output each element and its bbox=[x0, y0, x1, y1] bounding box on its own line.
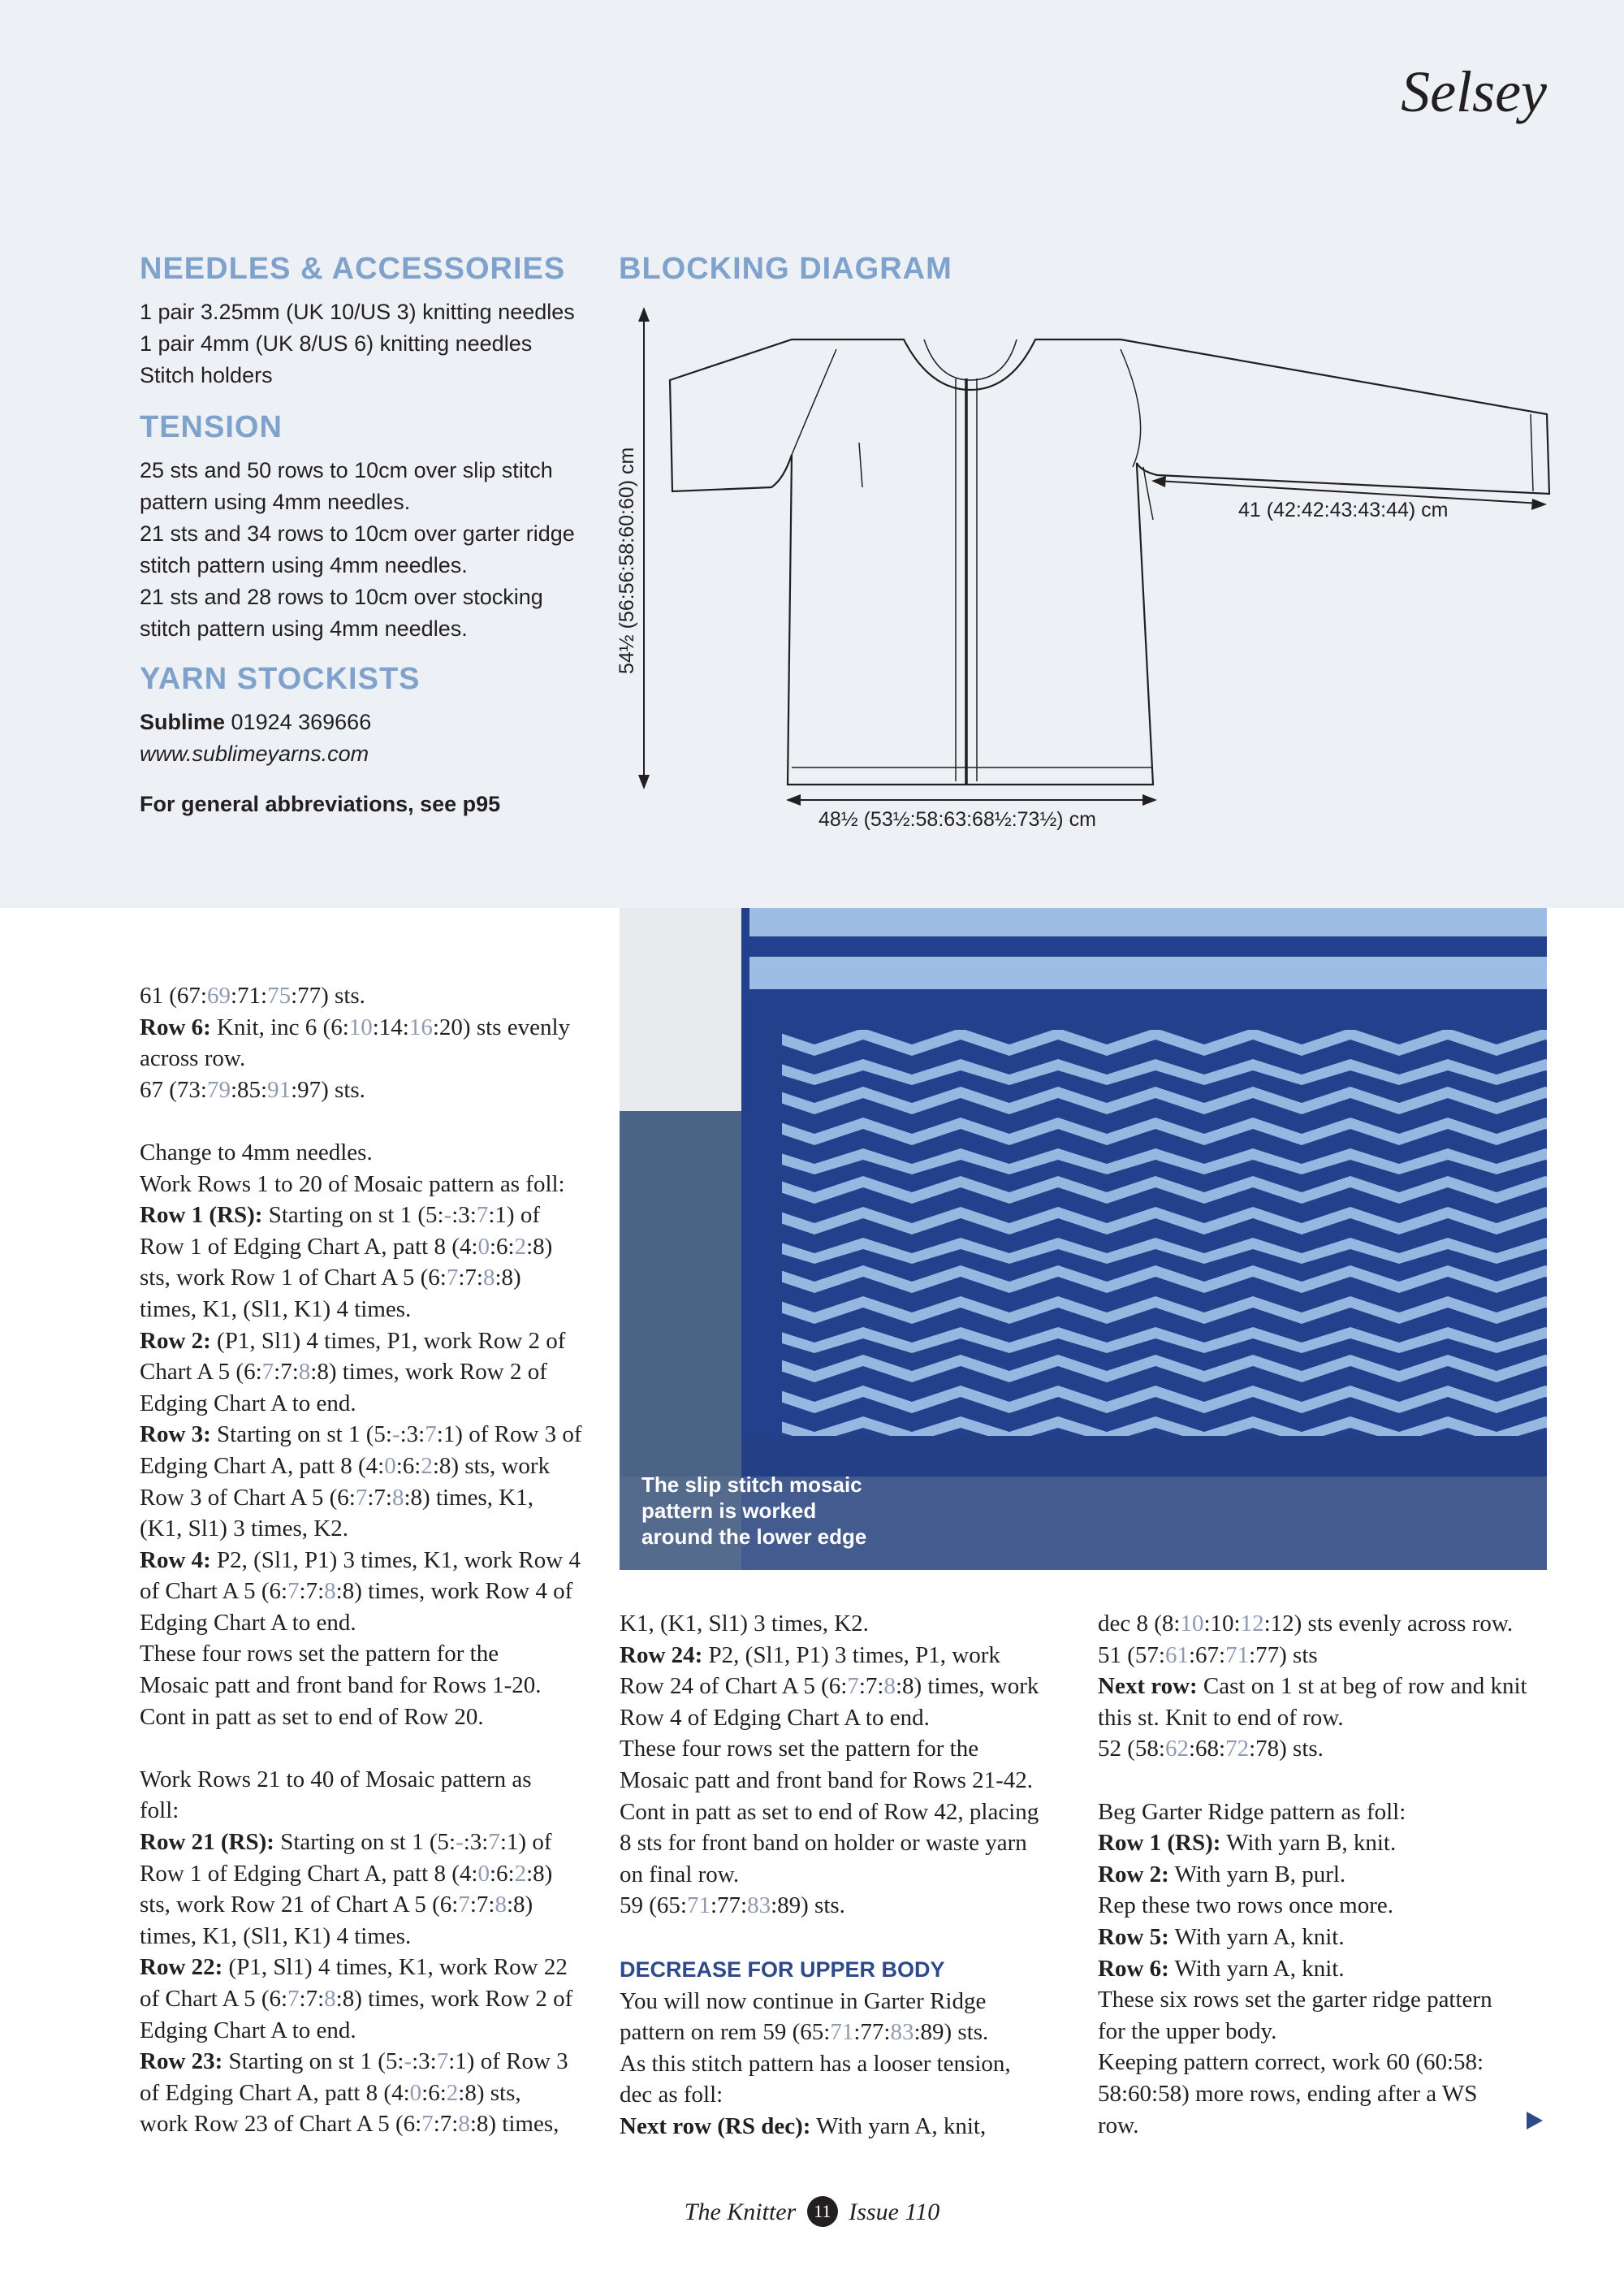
instruction-line: sts, work Row 21 of Chart A 5 (6:7:7:8:8) bbox=[140, 1892, 533, 1918]
needles-line: 1 pair 4mm (UK 8/US 6) knitting needles bbox=[140, 331, 533, 356]
tension-line: pattern using 4mm needles. bbox=[140, 490, 411, 514]
instruction-line: Next row: Cast on 1 st at beg of row and knit bbox=[1098, 1673, 1527, 1700]
instructions-column-1 bbox=[140, 980, 594, 2140]
tension-line: stitch pattern using 4mm needles. bbox=[140, 553, 468, 577]
instruction-line: 51 (57:61:67:71:77) sts bbox=[1098, 1641, 1318, 1668]
instruction-line: 8 sts for front band on holder or waste yarn bbox=[620, 1830, 1027, 1857]
sleeve-label: 41 (42:42:43:43:44) cm bbox=[1238, 499, 1449, 521]
instruction-line: Row 3 of Chart A 5 (6:7:7:8:8) times, K1, bbox=[140, 1484, 533, 1511]
instruction-line: Work Rows 1 to 20 of Mosaic pattern as foll: bbox=[140, 1170, 565, 1197]
yarn-phone: 01924 369666 bbox=[225, 710, 372, 734]
caption-line: around the lower edge bbox=[641, 1524, 867, 1549]
height-label: 54½ (56:56:58:60:60) cm bbox=[615, 447, 638, 674]
instruction-line: Rep these two rows once more. bbox=[1098, 1892, 1394, 1919]
arrowhead bbox=[638, 775, 650, 789]
instruction-line: across row. bbox=[140, 1045, 246, 1072]
arrowhead bbox=[1142, 794, 1157, 806]
instruction-line: 67 (73:79:85:91:97) sts. bbox=[140, 1076, 365, 1103]
arrowhead bbox=[1151, 476, 1166, 487]
armhole-line bbox=[1121, 349, 1141, 467]
needles-line: Stitch holders bbox=[140, 363, 273, 387]
tension-line: stitch pattern using 4mm needles. bbox=[140, 616, 468, 641]
instruction-line: 52 (58:62:68:72:78) sts. bbox=[1098, 1736, 1324, 1762]
instruction-line: K1, (K1, Sl1) 3 times, K2. bbox=[620, 1611, 869, 1637]
arrowhead bbox=[638, 307, 650, 322]
instruction-line: Row 24: P2, (Sl1, P1) 3 times, P1, work bbox=[620, 1641, 1000, 1668]
tension-heading: TENSION bbox=[140, 410, 283, 444]
armhole-line bbox=[792, 349, 836, 455]
instruction-line: 61 (67:69:71:75:77) sts. bbox=[140, 983, 365, 1009]
instruction-line: dec 8 (8:10:10:12:12) sts evenly across row. bbox=[1098, 1611, 1514, 1637]
instruction-line: on final row. bbox=[620, 1861, 740, 1887]
instruction-line: Row 22: (P1, Sl1) 4 times, K1, work Row 22 bbox=[140, 1954, 568, 1981]
tension-line: 21 sts and 28 rows to 10cm over stocking bbox=[140, 585, 543, 609]
instruction-line: Row 2: With yarn B, purl. bbox=[1098, 1861, 1346, 1887]
instruction-line: Edging Chart A to end. bbox=[140, 1390, 356, 1416]
instruction-line: dec as foll: bbox=[620, 2082, 723, 2108]
instruction-line: sts, work Row 1 of Chart A 5 (6:7:7:8:8) bbox=[140, 1265, 521, 1291]
paragraph-gap bbox=[1098, 1765, 1553, 1797]
instruction-line: Row 1 (RS): With yarn B, knit. bbox=[1098, 1830, 1397, 1857]
blocking-diagram bbox=[0, 0, 1624, 908]
width-label: 48½ (53½:58:63:68½:73½) cm bbox=[818, 808, 1096, 831]
instruction-line: times, K1, (Sl1, K1) 4 times. bbox=[140, 1922, 412, 1949]
instruction-line: Row 1 (RS): Starting on st 1 (5:-:3:7:1) of bbox=[140, 1202, 540, 1229]
instruction-line: row. bbox=[1098, 2112, 1139, 2138]
instruction-line: Row 3: Starting on st 1 (5:-:3:7:1) of Row 3 of bbox=[140, 1421, 582, 1448]
cardigan-details bbox=[792, 339, 1533, 781]
instruction-line: for the upper body. bbox=[1098, 2017, 1277, 2044]
page-title: Selsey bbox=[1401, 59, 1547, 124]
arrowhead bbox=[1531, 499, 1547, 510]
arrowhead bbox=[786, 794, 801, 806]
instruction-line: 58:60:58) more rows, ending after a WS bbox=[1098, 2080, 1478, 2107]
instruction-line: Row 2: (P1, Sl1) 4 times, P1, work Row 2 of bbox=[140, 1327, 566, 1354]
instruction-line: of Chart A 5 (6:7:7:8:8) times, work Row 4 of bbox=[140, 1578, 573, 1605]
instruction-line: Chart A 5 (6:7:7:8:8) times, work Row 2 of bbox=[140, 1359, 547, 1386]
needles-heading: NEEDLES & ACCESSORIES bbox=[140, 252, 566, 286]
instruction-line: (K1, Sl1) 3 times, K2. bbox=[140, 1516, 348, 1542]
instruction-line: Row 24 of Chart A 5 (6:7:7:8:8) times, work bbox=[620, 1673, 1039, 1700]
instruction-line: Mosaic patt and front band for Rows 1-20. bbox=[140, 1672, 542, 1699]
instruction-line: Row 23: Starting on st 1 (5:-:3:7:1) of Row 3 bbox=[140, 2048, 568, 2075]
yarn-heading: YARN STOCKISTS bbox=[140, 662, 421, 696]
instruction-line: Work Rows 21 to 40 of Mosaic pattern as bbox=[140, 1766, 532, 1792]
instruction-line: Change to 4mm needles. bbox=[140, 1139, 373, 1165]
paragraph-gap bbox=[140, 1105, 594, 1137]
instruction-line: These four rows set the pattern for the bbox=[140, 1641, 499, 1667]
issue-label: Issue 110 bbox=[849, 2199, 940, 2225]
instruction-line: Row 1 of Edging Chart A, patt 8 (4:0:6:2:8) bbox=[140, 1860, 553, 1887]
instruction-line: Row 6: With yarn A, knit. bbox=[1098, 1955, 1345, 1982]
caption-line: The slip stitch mosaic bbox=[641, 1472, 862, 1497]
instruction-line: Next row (RS dec): With yarn A, knit, bbox=[620, 2112, 987, 2139]
instruction-line: As this stitch pattern has a looser tension, bbox=[620, 2050, 1011, 2077]
page-number: 11 bbox=[807, 2196, 838, 2227]
instruction-line: of Edging Chart A, patt 8 (4:0:6:2:8) sts, bbox=[140, 2079, 521, 2106]
knitting-photo bbox=[620, 908, 1547, 1570]
cardigan-outline bbox=[670, 339, 1549, 785]
abbreviations-note: For general abbreviations, see p95 bbox=[140, 792, 501, 816]
instruction-line: 59 (65:71:77:83:89) sts. bbox=[620, 1892, 845, 1919]
yarn-website-link[interactable]: www.sublimeyarns.com bbox=[140, 742, 369, 766]
mosaic-knit-image bbox=[620, 908, 1547, 1570]
instruction-line: Row 4 of Edging Chart A to end. bbox=[620, 1704, 930, 1731]
continue-arrow-icon bbox=[1527, 2112, 1543, 2130]
instruction-line: this st. Knit to end of row. bbox=[1098, 1704, 1344, 1731]
instruction-line: You will now continue in Garter Ridge bbox=[620, 1987, 987, 2014]
instruction-line: Row 4: P2, (Sl1, P1) 3 times, K1, work Row 4 bbox=[140, 1546, 581, 1573]
blocking-heading: BLOCKING DIAGRAM bbox=[619, 252, 952, 286]
instruction-line: Cont in patt as set to end of Row 42, placing bbox=[620, 1798, 1039, 1825]
tension-line: 21 sts and 34 rows to 10cm over garter ridge bbox=[140, 521, 575, 546]
instructions-column-2 bbox=[620, 1608, 1074, 2143]
instruction-line: Edging Chart A to end. bbox=[140, 2017, 356, 2043]
instruction-line: pattern on rem 59 (65:71:77:83:89) sts. bbox=[620, 2019, 989, 2046]
instruction-line: Mosaic patt and front band for Rows 21-42. bbox=[620, 1766, 1034, 1793]
yarn-brand: Sublime bbox=[140, 710, 226, 734]
paragraph-gap bbox=[140, 1732, 594, 1764]
tension-line: 25 sts and 50 rows to 10cm over slip stitch bbox=[140, 458, 553, 482]
caption-line: pattern is worked bbox=[641, 1498, 817, 1523]
instruction-line: Edging Chart A, patt 8 (4:0:6:2:8) sts, work bbox=[140, 1452, 551, 1479]
instruction-line: Cont in patt as set to end of Row 20. bbox=[140, 1703, 484, 1730]
magazine-name: The Knitter bbox=[684, 2199, 797, 2225]
instruction-line: of Chart A 5 (6:7:7:8:8) times, work Row 2 of bbox=[140, 1986, 573, 2012]
instruction-line: Row 1 of Edging Chart A, patt 8 (4:0:6:2:8) bbox=[140, 1233, 553, 1260]
instruction-line: Edging Chart A to end. bbox=[140, 1609, 356, 1636]
page-footer bbox=[0, 2196, 1624, 2227]
instruction-line: These six rows set the garter ridge pattern bbox=[1098, 1987, 1492, 2013]
instruction-line: Beg Garter Ridge pattern as foll: bbox=[1098, 1798, 1406, 1825]
instruction-line: Row 6: Knit, inc 6 (6:10:14:16:20) sts evenly bbox=[140, 1014, 571, 1040]
instruction-line: Row 21 (RS): Starting on st 1 (5:-:3:7:1) of bbox=[140, 1829, 552, 1856]
instructions-column-3 bbox=[1098, 1608, 1553, 2141]
needles-line: 1 pair 3.25mm (UK 10/US 3) knitting needles bbox=[140, 300, 575, 324]
section-heading: DECREASE FOR UPPER BODY bbox=[620, 1957, 945, 1982]
photo-caption bbox=[641, 1472, 866, 1550]
instruction-line: work Row 23 of Chart A 5 (6:7:7:8:8) times, bbox=[140, 2111, 559, 2138]
instruction-line: Row 5: With yarn A, knit. bbox=[1098, 1923, 1345, 1950]
instruction-line: times, K1, (Sl1, K1) 4 times. bbox=[140, 1295, 412, 1322]
instruction-line: These four rows set the pattern for the bbox=[620, 1736, 979, 1762]
instruction-line: foll: bbox=[140, 1797, 179, 1824]
instruction-line: Keeping pattern correct, work 60 (60:58: bbox=[1098, 2049, 1484, 2076]
